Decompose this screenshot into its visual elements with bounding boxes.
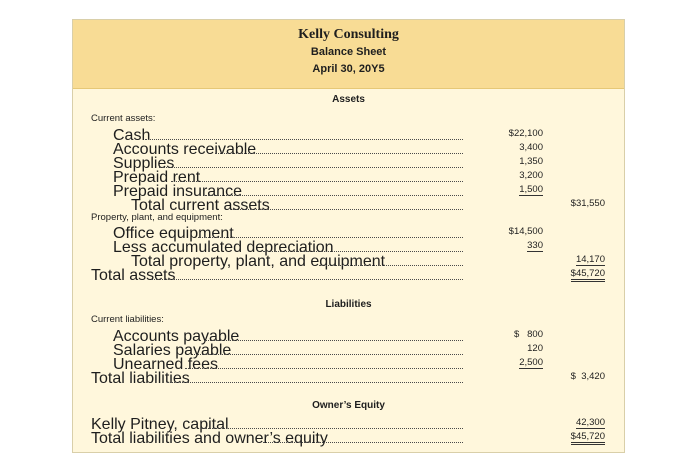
row-label: Total current assets bbox=[131, 197, 270, 214]
row-label: Total property, plant, and equipment bbox=[131, 253, 386, 270]
row-salaries-payable bbox=[73, 342, 626, 359]
amount-col1: 120 bbox=[527, 343, 543, 354]
row-total-ppe bbox=[73, 253, 626, 270]
company-name: Kelly Consulting bbox=[298, 27, 399, 42]
amount-col1: 2,500 bbox=[519, 357, 543, 368]
row-label: Prepaid rent bbox=[113, 169, 201, 186]
amount-col2: $45,720 bbox=[551, 430, 605, 443]
dot-leader bbox=[205, 183, 463, 196]
amount-col1: 1,500 bbox=[519, 184, 543, 195]
dot-leader bbox=[201, 416, 463, 429]
dot-leader bbox=[151, 267, 463, 280]
row-capital bbox=[73, 416, 626, 433]
row-label: Supplies bbox=[113, 155, 175, 172]
row-label: Current assets: bbox=[91, 113, 156, 124]
dot-leader bbox=[263, 430, 463, 443]
row-label: Accounts payable bbox=[113, 328, 240, 345]
section-assets: Assets bbox=[332, 94, 365, 105]
row-label: Office equipment bbox=[113, 225, 234, 242]
dot-leader bbox=[215, 141, 463, 154]
row-label: Accounts receivable bbox=[113, 141, 257, 158]
amount-col2: $45,720 bbox=[551, 267, 605, 280]
dot-leader bbox=[185, 356, 463, 369]
row-label: Less accumulated depreciation bbox=[113, 239, 334, 256]
row-prepaid-rent bbox=[73, 169, 626, 186]
amount-col1: $14,500 bbox=[508, 226, 543, 237]
dot-leader bbox=[205, 328, 463, 341]
row-total-current-assets bbox=[73, 197, 626, 214]
dot-leader bbox=[319, 253, 463, 266]
row-label: Total liabilities bbox=[91, 370, 190, 387]
row-total-liabilities-equity bbox=[73, 430, 626, 447]
statement-title: Balance Sheet bbox=[310, 46, 387, 58]
dot-leader bbox=[194, 342, 463, 355]
row-label: Total liabilities and owner’s equity bbox=[91, 430, 328, 447]
row-label: Cash bbox=[113, 127, 151, 144]
dot-leader bbox=[233, 197, 463, 210]
row-label: Total assets bbox=[91, 267, 176, 284]
dot-leader bbox=[145, 127, 463, 140]
amount-col2: $31,550 bbox=[570, 198, 605, 209]
row-accounts-receivable bbox=[73, 141, 626, 158]
sheet-header bbox=[73, 20, 624, 89]
dot-leader bbox=[198, 225, 463, 238]
row-label: Prepaid insurance bbox=[113, 183, 242, 200]
amount-col1: 3,200 bbox=[519, 170, 543, 181]
row-cash bbox=[73, 127, 626, 144]
row-label: Current liabilities: bbox=[91, 314, 164, 325]
amount-col2: $ 3,420 bbox=[570, 371, 605, 382]
section-owners-equity: Owner’s Equity bbox=[312, 400, 385, 411]
row-label: Unearned fees bbox=[113, 356, 218, 373]
row-label: Kelly Pitney, capital bbox=[91, 416, 229, 433]
row-unearned-fees bbox=[73, 356, 626, 373]
amount-col1: $ 800 bbox=[513, 329, 543, 340]
row-accounts-payable bbox=[73, 328, 626, 345]
row-office-equipment bbox=[73, 225, 626, 242]
row-prepaid-insurance bbox=[73, 183, 626, 200]
amount-col2: 42,300 bbox=[575, 417, 605, 428]
balance-sheet bbox=[72, 19, 625, 453]
row-supplies bbox=[73, 155, 626, 172]
row-total-assets bbox=[73, 267, 626, 284]
statement-date: April 30, 20Y5 bbox=[312, 63, 385, 75]
amount-col1: 3,400 bbox=[519, 142, 543, 153]
section-liabilities: Liabilities bbox=[325, 299, 372, 310]
amount-col1: 330 bbox=[527, 240, 543, 251]
dot-leader bbox=[159, 155, 463, 168]
row-label: Salaries payable bbox=[113, 342, 232, 359]
row-accumulated-depreciation bbox=[73, 239, 626, 256]
dot-leader bbox=[167, 370, 463, 383]
dot-leader bbox=[263, 239, 463, 252]
dot-leader bbox=[171, 169, 463, 182]
row-label: Property, plant, and equipment: bbox=[91, 212, 223, 223]
amount-col1: 1,350 bbox=[519, 156, 543, 167]
amount-col1: $22,100 bbox=[508, 128, 543, 139]
row-total-liabilities bbox=[73, 370, 626, 387]
amount-col2: 14,170 bbox=[575, 254, 605, 265]
